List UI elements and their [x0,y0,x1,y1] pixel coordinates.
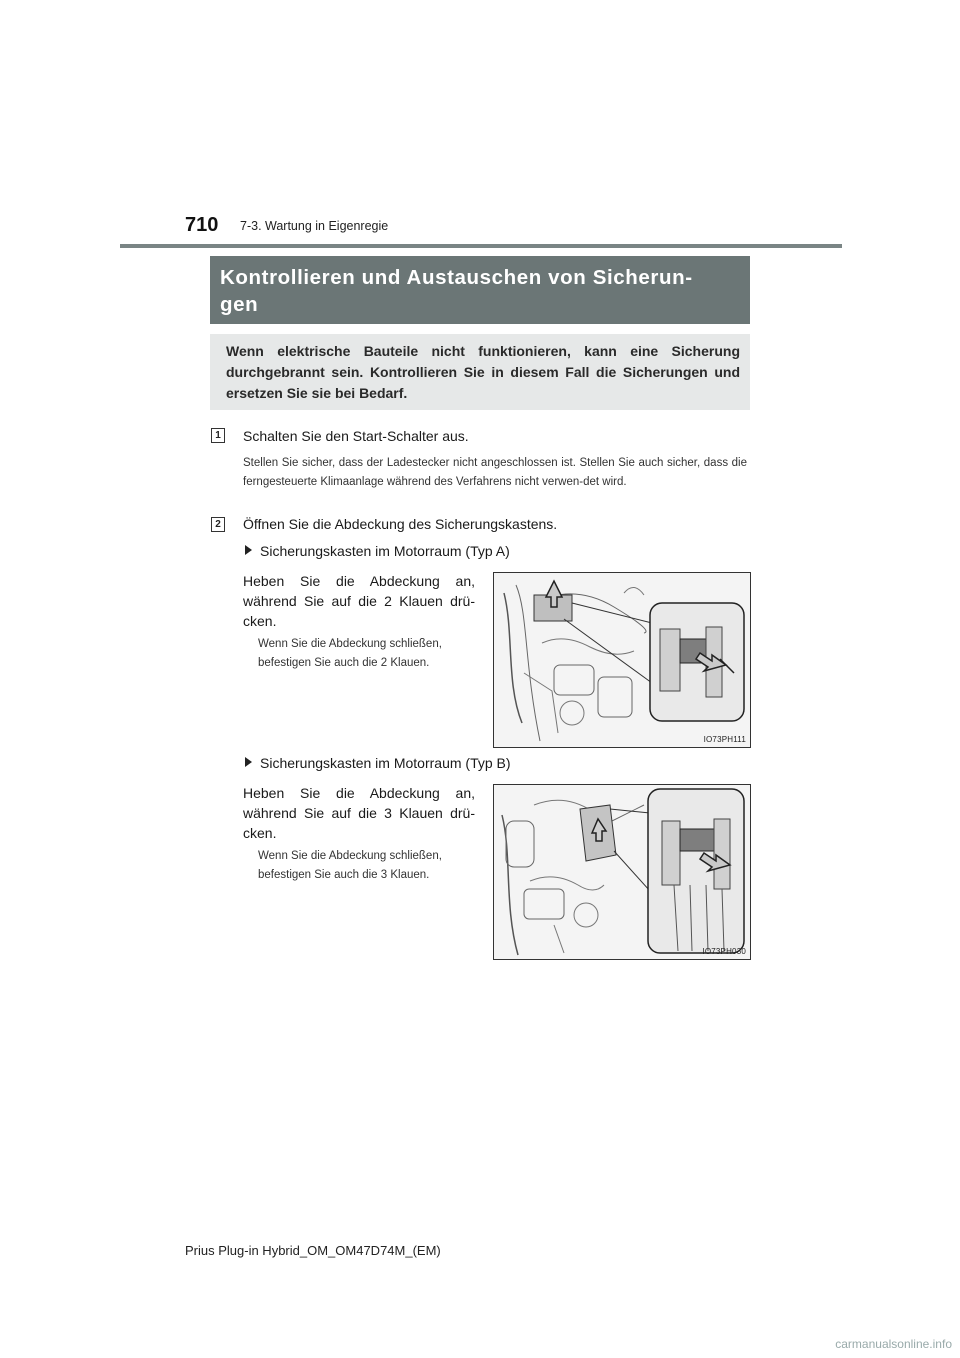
header-divider [120,244,842,248]
type-a-instruction: Heben Sie die Abdeckung an, während Sie auf die 2 Klauen drü-cken. [243,573,475,629]
figure-type-a [493,572,751,748]
step-2-title: Öffnen Sie die Abdeckung des Sicherungskastens. [243,516,558,532]
type-a-bullet [245,543,510,559]
type-a-note: Wenn Sie die Abdeckung schließen, befestigen Sie auch die 2 Klauen. [258,638,442,669]
page-number: 710 [185,214,219,236]
section-title-line-2: gen [220,293,259,316]
step-1-title: Schalten Sie den Start-Schalter aus. [243,428,469,444]
engine-bay-illustration-a [494,573,750,747]
figure-type-b [493,784,751,960]
intro-box [210,334,750,410]
step-2-badge: 2 [211,517,225,532]
figure-code-b: IO73PH030 [702,947,746,956]
watermark: carmanualsonline.info [835,1337,952,1351]
figure-code-a: IO73PH111 [703,735,746,744]
triangle-bullet-icon [245,757,252,767]
type-b-note: Wenn Sie die Abdeckung schließen, befestigen Sie auch die 3 Klauen. [258,850,442,881]
triangle-bullet-icon [245,545,252,555]
section-reference: 7-3. Wartung in Eigenregie [240,219,389,233]
section-title-line-1: Kontrollieren und Austauschen von Sicherun- [220,266,693,289]
section-title [220,264,742,318]
type-b-bullet [245,755,511,771]
step-1-note: Stellen Sie sicher, dass der Ladestecker nicht angeschlossen ist. Stellen Sie auch sicher, dass die ferngesteuerte Klimaanlage während des Verfahrens nicht verwen-det wird. [243,457,747,488]
engine-bay-illustration-b [494,785,750,959]
type-b-instruction: Heben Sie die Abdeckung an, während Sie auf die 3 Klauen drü-cken. [243,785,475,841]
intro-text: Wenn elektrische Bauteile nicht funktionieren, kann eine Sicherung durchgebrannt sein. Kontrollieren Sie in diesem Fall die Sicherungen und ersetzen Sie sie bei Bedarf. [226,343,740,401]
type-b-bullet-label: Sicherungskasten im Motorraum (Typ B) [260,755,511,771]
section-title-box [210,256,750,324]
footer-document-id: Prius Plug-in Hybrid_OM_OM47D74M_(EM) [185,1243,441,1258]
type-a-bullet-label: Sicherungskasten im Motorraum (Typ A) [260,543,510,559]
step-1-badge: 1 [211,428,225,443]
